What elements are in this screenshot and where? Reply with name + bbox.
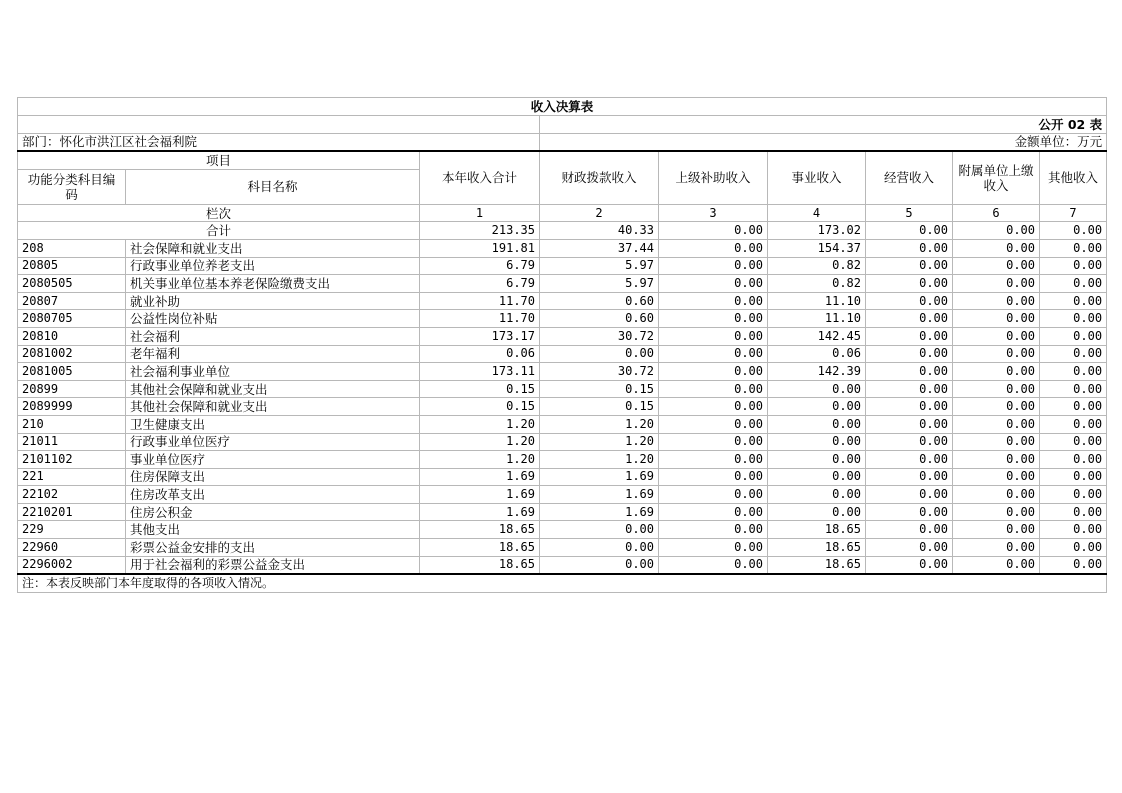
table-row — [18, 539, 1107, 557]
header-code: 功能分类科目编码 — [18, 169, 126, 204]
amount-cell: 0.00 — [659, 433, 768, 451]
amount-cell: 5.97 — [540, 275, 659, 293]
amount-cell: 0.00 — [953, 398, 1040, 416]
amount-cell: 0.00 — [659, 380, 768, 398]
table-row — [18, 257, 1107, 275]
subject-name: 行政事业单位医疗 — [126, 433, 420, 451]
amount-cell: 0.00 — [1040, 539, 1107, 557]
subject-code: 208 — [18, 239, 126, 257]
subject-code: 210 — [18, 415, 126, 433]
amount-cell: 0.00 — [1040, 275, 1107, 293]
table-row — [18, 398, 1107, 416]
amount-cell: 18.65 — [768, 521, 866, 539]
amount-cell: 0.06 — [768, 345, 866, 363]
subject-name: 公益性岗位补贴 — [126, 310, 420, 328]
form-code: 公开 02 表 — [540, 116, 1107, 134]
amount-cell: 0.00 — [953, 433, 1040, 451]
blank-cell — [18, 116, 540, 134]
amount-cell: 0.00 — [1040, 433, 1107, 451]
amount-cell: 0.00 — [659, 415, 768, 433]
amount-cell: 0.00 — [1040, 239, 1107, 257]
amount-cell: 1.20 — [540, 451, 659, 469]
amount-cell: 0.00 — [1040, 468, 1107, 486]
amount-cell: 0.00 — [953, 521, 1040, 539]
amount-cell: 0.00 — [953, 363, 1040, 381]
amount-cell: 0.15 — [540, 398, 659, 416]
header-col-1: 本年收入合计 — [420, 151, 540, 204]
amount-cell: 0.00 — [866, 292, 953, 310]
amount-cell: 0.00 — [540, 521, 659, 539]
amount-cell: 142.45 — [768, 327, 866, 345]
table-row — [18, 345, 1107, 363]
amount-cell: 0.00 — [953, 239, 1040, 257]
subject-code: 20899 — [18, 380, 126, 398]
amount-cell: 0.00 — [953, 310, 1040, 328]
header-col-5: 经营收入 — [866, 151, 953, 204]
amount-cell: 0.00 — [866, 239, 953, 257]
amount-cell: 0.00 — [866, 398, 953, 416]
subject-code: 2296002 — [18, 556, 126, 574]
subject-name: 行政事业单位养老支出 — [126, 257, 420, 275]
subject-code: 20810 — [18, 327, 126, 345]
amount-cell: 154.37 — [768, 239, 866, 257]
col-index-label: 栏次 — [18, 204, 420, 222]
amount-cell: 1.20 — [420, 451, 540, 469]
amount-cell: 0.00 — [1040, 292, 1107, 310]
amount-cell: 0.00 — [1040, 486, 1107, 504]
amount-cell: 0.00 — [1040, 521, 1107, 539]
amount-cell: 0.00 — [659, 239, 768, 257]
amount-cell: 0.00 — [659, 345, 768, 363]
amount-cell: 0.00 — [1040, 310, 1107, 328]
amount-cell: 18.65 — [420, 539, 540, 557]
table-row — [18, 503, 1107, 521]
amount-cell: 0.00 — [768, 486, 866, 504]
table-row — [18, 310, 1107, 328]
header-col-4: 事业收入 — [768, 151, 866, 204]
header-name: 科目名称 — [126, 169, 420, 204]
amount-cell: 142.39 — [768, 363, 866, 381]
amount-cell: 0.00 — [659, 363, 768, 381]
amount-cell: 0.00 — [659, 327, 768, 345]
amount-cell: 0.00 — [866, 468, 953, 486]
amount-cell: 0.00 — [1040, 257, 1107, 275]
amount-cell: 0.00 — [866, 275, 953, 293]
amount-cell: 1.69 — [540, 486, 659, 504]
amount-cell: 0.00 — [540, 345, 659, 363]
amount-cell: 0.00 — [1040, 503, 1107, 521]
subject-name: 卫生健康支出 — [126, 415, 420, 433]
amount-cell: 0.82 — [768, 257, 866, 275]
subject-name: 其他支出 — [126, 521, 420, 539]
amount-cell: 0.00 — [768, 503, 866, 521]
amount-cell: 0.00 — [953, 257, 1040, 275]
table-row — [18, 363, 1107, 381]
amount-cell: 0.00 — [1040, 451, 1107, 469]
amount-cell: 0.00 — [953, 486, 1040, 504]
col-index-3: 3 — [659, 204, 768, 222]
amount-cell: 0.00 — [768, 380, 866, 398]
subject-code: 2089999 — [18, 398, 126, 416]
total-value: 0.00 — [953, 222, 1040, 240]
subject-code: 22960 — [18, 539, 126, 557]
amount-cell: 0.00 — [659, 398, 768, 416]
subject-name: 老年福利 — [126, 345, 420, 363]
amount-cell: 0.00 — [866, 433, 953, 451]
amount-cell: 0.00 — [1040, 380, 1107, 398]
amount-cell: 1.20 — [420, 415, 540, 433]
total-value: 40.33 — [540, 222, 659, 240]
amount-cell: 0.82 — [768, 275, 866, 293]
subject-code: 229 — [18, 521, 126, 539]
amount-cell: 1.20 — [540, 433, 659, 451]
amount-cell: 173.17 — [420, 327, 540, 345]
amount-cell: 6.79 — [420, 257, 540, 275]
amount-cell: 0.00 — [659, 275, 768, 293]
total-value: 0.00 — [1040, 222, 1107, 240]
amount-cell: 0.00 — [1040, 556, 1107, 574]
amount-cell: 1.69 — [420, 486, 540, 504]
department-label: 部门：怀化市洪江区社会福利院 — [18, 133, 540, 151]
amount-cell: 0.00 — [953, 556, 1040, 574]
amount-cell: 1.69 — [540, 468, 659, 486]
amount-cell: 0.00 — [866, 556, 953, 574]
amount-cell: 0.00 — [953, 345, 1040, 363]
amount-cell: 1.20 — [420, 433, 540, 451]
table-row — [18, 468, 1107, 486]
amount-cell: 0.00 — [866, 521, 953, 539]
amount-cell: 11.10 — [768, 310, 866, 328]
total-value: 173.02 — [768, 222, 866, 240]
table-row — [18, 292, 1107, 310]
subject-code: 20807 — [18, 292, 126, 310]
amount-cell: 0.00 — [866, 327, 953, 345]
amount-cell: 1.20 — [540, 415, 659, 433]
total-label: 合计 — [18, 222, 420, 240]
subject-code: 20805 — [18, 257, 126, 275]
amount-cell: 0.00 — [866, 363, 953, 381]
amount-cell: 0.00 — [953, 539, 1040, 557]
amount-cell: 0.00 — [1040, 398, 1107, 416]
amount-cell: 0.00 — [953, 503, 1040, 521]
table-row — [18, 275, 1107, 293]
amount-cell: 0.00 — [1040, 363, 1107, 381]
header-col-6: 附属单位上缴收入 — [953, 151, 1040, 204]
col-index-1: 1 — [420, 204, 540, 222]
amount-cell: 191.81 — [420, 239, 540, 257]
subject-name: 住房公积金 — [126, 503, 420, 521]
amount-cell: 0.00 — [768, 433, 866, 451]
subject-code: 2081005 — [18, 363, 126, 381]
amount-cell: 0.00 — [866, 486, 953, 504]
amount-cell: 30.72 — [540, 327, 659, 345]
col-index-7: 7 — [1040, 204, 1107, 222]
amount-cell: 0.00 — [768, 415, 866, 433]
subject-name: 住房保障支出 — [126, 468, 420, 486]
amount-cell: 0.00 — [866, 310, 953, 328]
amount-cell: 0.00 — [866, 257, 953, 275]
amount-cell: 1.69 — [540, 503, 659, 521]
amount-cell: 0.15 — [420, 380, 540, 398]
table-row — [18, 556, 1107, 574]
amount-cell: 0.00 — [659, 556, 768, 574]
subject-name: 其他社会保障和就业支出 — [126, 398, 420, 416]
amount-cell: 0.00 — [659, 521, 768, 539]
subject-name: 彩票公益金安排的支出 — [126, 539, 420, 557]
amount-cell: 173.11 — [420, 363, 540, 381]
amount-cell: 0.00 — [953, 327, 1040, 345]
subject-code: 2080705 — [18, 310, 126, 328]
income-final-account-table — [17, 97, 1106, 593]
subject-code: 221 — [18, 468, 126, 486]
subject-name: 就业补助 — [126, 292, 420, 310]
header-col-7: 其他收入 — [1040, 151, 1107, 204]
amount-cell: 0.15 — [420, 398, 540, 416]
total-value: 213.35 — [420, 222, 540, 240]
total-row — [18, 222, 1107, 240]
amount-cell: 11.70 — [420, 292, 540, 310]
amount-cell: 0.00 — [866, 415, 953, 433]
amount-cell: 37.44 — [540, 239, 659, 257]
subject-name: 事业单位医疗 — [126, 451, 420, 469]
amount-cell: 0.00 — [659, 486, 768, 504]
amount-cell: 0.00 — [1040, 327, 1107, 345]
amount-cell: 18.65 — [768, 556, 866, 574]
amount-cell: 0.00 — [953, 451, 1040, 469]
amount-cell: 0.00 — [953, 275, 1040, 293]
amount-cell: 0.00 — [866, 345, 953, 363]
amount-cell: 1.69 — [420, 503, 540, 521]
amount-cell: 0.00 — [659, 292, 768, 310]
report-table — [17, 97, 1107, 593]
col-index-2: 2 — [540, 204, 659, 222]
table-note: 注：本表反映部门本年度取得的各项收入情况。 — [18, 574, 1107, 592]
amount-cell: 0.00 — [659, 468, 768, 486]
amount-cell: 0.00 — [953, 380, 1040, 398]
header-item: 项目 — [18, 151, 420, 169]
amount-cell: 0.00 — [659, 539, 768, 557]
amount-cell: 0.00 — [659, 310, 768, 328]
col-index-4: 4 — [768, 204, 866, 222]
amount-cell: 6.79 — [420, 275, 540, 293]
amount-cell: 0.00 — [768, 468, 866, 486]
header-col-2: 财政拨款收入 — [540, 151, 659, 204]
subject-code: 2081002 — [18, 345, 126, 363]
subject-name: 社会福利事业单位 — [126, 363, 420, 381]
amount-cell: 0.00 — [659, 257, 768, 275]
table-row — [18, 521, 1107, 539]
subject-name: 住房改革支出 — [126, 486, 420, 504]
subject-code: 2101102 — [18, 451, 126, 469]
amount-cell: 0.00 — [1040, 415, 1107, 433]
subject-name: 用于社会福利的彩票公益金支出 — [126, 556, 420, 574]
table-row — [18, 486, 1107, 504]
amount-cell: 18.65 — [420, 556, 540, 574]
amount-cell: 0.00 — [953, 468, 1040, 486]
amount-cell: 0.00 — [659, 451, 768, 469]
amount-cell: 0.00 — [768, 398, 866, 416]
amount-cell: 11.70 — [420, 310, 540, 328]
subject-code: 22102 — [18, 486, 126, 504]
amount-cell: 0.00 — [953, 292, 1040, 310]
amount-cell: 18.65 — [420, 521, 540, 539]
amount-cell: 0.06 — [420, 345, 540, 363]
amount-cell: 18.65 — [768, 539, 866, 557]
amount-cell: 30.72 — [540, 363, 659, 381]
amount-cell: 0.00 — [953, 415, 1040, 433]
col-index-6: 6 — [953, 204, 1040, 222]
col-index-5: 5 — [866, 204, 953, 222]
amount-cell: 0.00 — [659, 503, 768, 521]
table-title: 收入决算表 — [18, 98, 1107, 116]
amount-cell: 0.00 — [1040, 345, 1107, 363]
subject-name: 机关事业单位基本养老保险缴费支出 — [126, 275, 420, 293]
subject-code: 2080505 — [18, 275, 126, 293]
table-row — [18, 451, 1107, 469]
amount-cell: 0.00 — [866, 451, 953, 469]
amount-cell: 0.15 — [540, 380, 659, 398]
amount-cell: 0.00 — [768, 451, 866, 469]
amount-cell: 0.00 — [540, 539, 659, 557]
amount-cell: 0.60 — [540, 292, 659, 310]
amount-cell: 5.97 — [540, 257, 659, 275]
amount-cell: 1.69 — [420, 468, 540, 486]
amount-cell: 0.00 — [866, 380, 953, 398]
table-row — [18, 415, 1107, 433]
amount-cell: 0.00 — [540, 556, 659, 574]
table-row — [18, 433, 1107, 451]
amount-cell: 0.00 — [866, 539, 953, 557]
header-col-3: 上级补助收入 — [659, 151, 768, 204]
amount-cell: 0.00 — [866, 503, 953, 521]
subject-code: 2210201 — [18, 503, 126, 521]
table-row — [18, 239, 1107, 257]
amount-cell: 0.60 — [540, 310, 659, 328]
table-row — [18, 380, 1107, 398]
total-value: 0.00 — [659, 222, 768, 240]
subject-code: 21011 — [18, 433, 126, 451]
subject-name: 社会保障和就业支出 — [126, 239, 420, 257]
amount-cell: 11.10 — [768, 292, 866, 310]
total-value: 0.00 — [866, 222, 953, 240]
subject-name: 社会福利 — [126, 327, 420, 345]
unit-label: 金额单位：万元 — [540, 133, 1107, 151]
table-row — [18, 327, 1107, 345]
subject-name: 其他社会保障和就业支出 — [126, 380, 420, 398]
